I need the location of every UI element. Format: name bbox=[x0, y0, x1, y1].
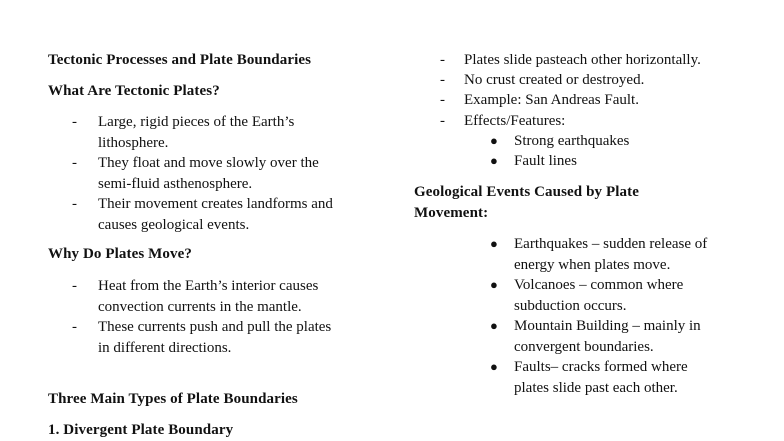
list-item-text: lithosphere. bbox=[98, 134, 169, 151]
section-heading-events: Geological Events Caused by Plate bbox=[414, 184, 639, 200]
list-item-text: convection currents in the mantle. bbox=[98, 298, 302, 315]
list-item-text: in different directions. bbox=[98, 339, 232, 356]
dash-marker: - bbox=[72, 114, 77, 130]
bullet-marker: ● bbox=[490, 133, 498, 148]
dash-marker: - bbox=[440, 72, 445, 88]
dash-marker: - bbox=[72, 319, 77, 335]
list-item-text: Mountain Building – mainly in bbox=[514, 318, 701, 334]
bullet-marker: ● bbox=[490, 277, 498, 292]
section-heading-why: Why Do Plates Move? bbox=[48, 246, 192, 262]
list-item-text: They float and move slowly over the bbox=[98, 155, 319, 171]
section-heading-divergent: 1. Divergent Plate Boundary bbox=[48, 422, 234, 438]
list-item-text: Volcanoes – common where bbox=[514, 277, 684, 293]
list-item-text: subduction occurs. bbox=[514, 297, 627, 314]
list-item-text: Their movement creates landforms and bbox=[98, 196, 333, 212]
list-item-text: Fault lines bbox=[514, 153, 577, 169]
list-item-text: semi-fluid asthenosphere. bbox=[98, 175, 253, 192]
section-heading-events-cont: Movement: bbox=[414, 205, 489, 221]
list-item-text: These currents push and pull the plates bbox=[98, 319, 332, 335]
bullet-marker: ● bbox=[490, 359, 498, 374]
document-title: Tectonic Processes and Plate Boundaries bbox=[48, 52, 312, 68]
section-heading-types: Three Main Types of Plate Boundaries bbox=[48, 391, 298, 407]
dash-marker: - bbox=[440, 113, 445, 129]
dash-marker: - bbox=[440, 52, 445, 68]
list-item-text: Example: San Andreas Fault. bbox=[464, 92, 639, 108]
dash-marker: - bbox=[72, 155, 77, 171]
list-item-text: Strong earthquakes bbox=[514, 133, 630, 149]
list-item-text: plates slide past each other. bbox=[514, 379, 678, 396]
section-heading-what: What Are Tectonic Plates? bbox=[48, 83, 220, 99]
dash-marker: - bbox=[72, 278, 77, 294]
dash-marker: - bbox=[72, 196, 77, 212]
list-item-text: Earthquakes – sudden release of bbox=[514, 236, 708, 252]
list-item-text: Faults– cracks formed where bbox=[514, 359, 688, 375]
list-item-text: Effects/Features: bbox=[464, 113, 566, 129]
list-item-text: Plates slide pasteach other horizontally. bbox=[464, 52, 701, 68]
bullet-marker: ● bbox=[490, 153, 498, 168]
list-item-text: Large, rigid pieces of the Earth’s bbox=[98, 114, 295, 130]
list-item-text: energy when plates move. bbox=[514, 256, 671, 273]
dash-marker: - bbox=[440, 92, 445, 108]
list-item-text: causes geological events. bbox=[98, 216, 250, 233]
bullet-marker: ● bbox=[490, 236, 498, 251]
bullet-marker: ● bbox=[490, 318, 498, 333]
list-item-text: No crust created or destroyed. bbox=[464, 72, 645, 88]
list-item-text: convergent boundaries. bbox=[514, 338, 654, 355]
list-item-text: Heat from the Earth’s interior causes bbox=[98, 278, 319, 294]
